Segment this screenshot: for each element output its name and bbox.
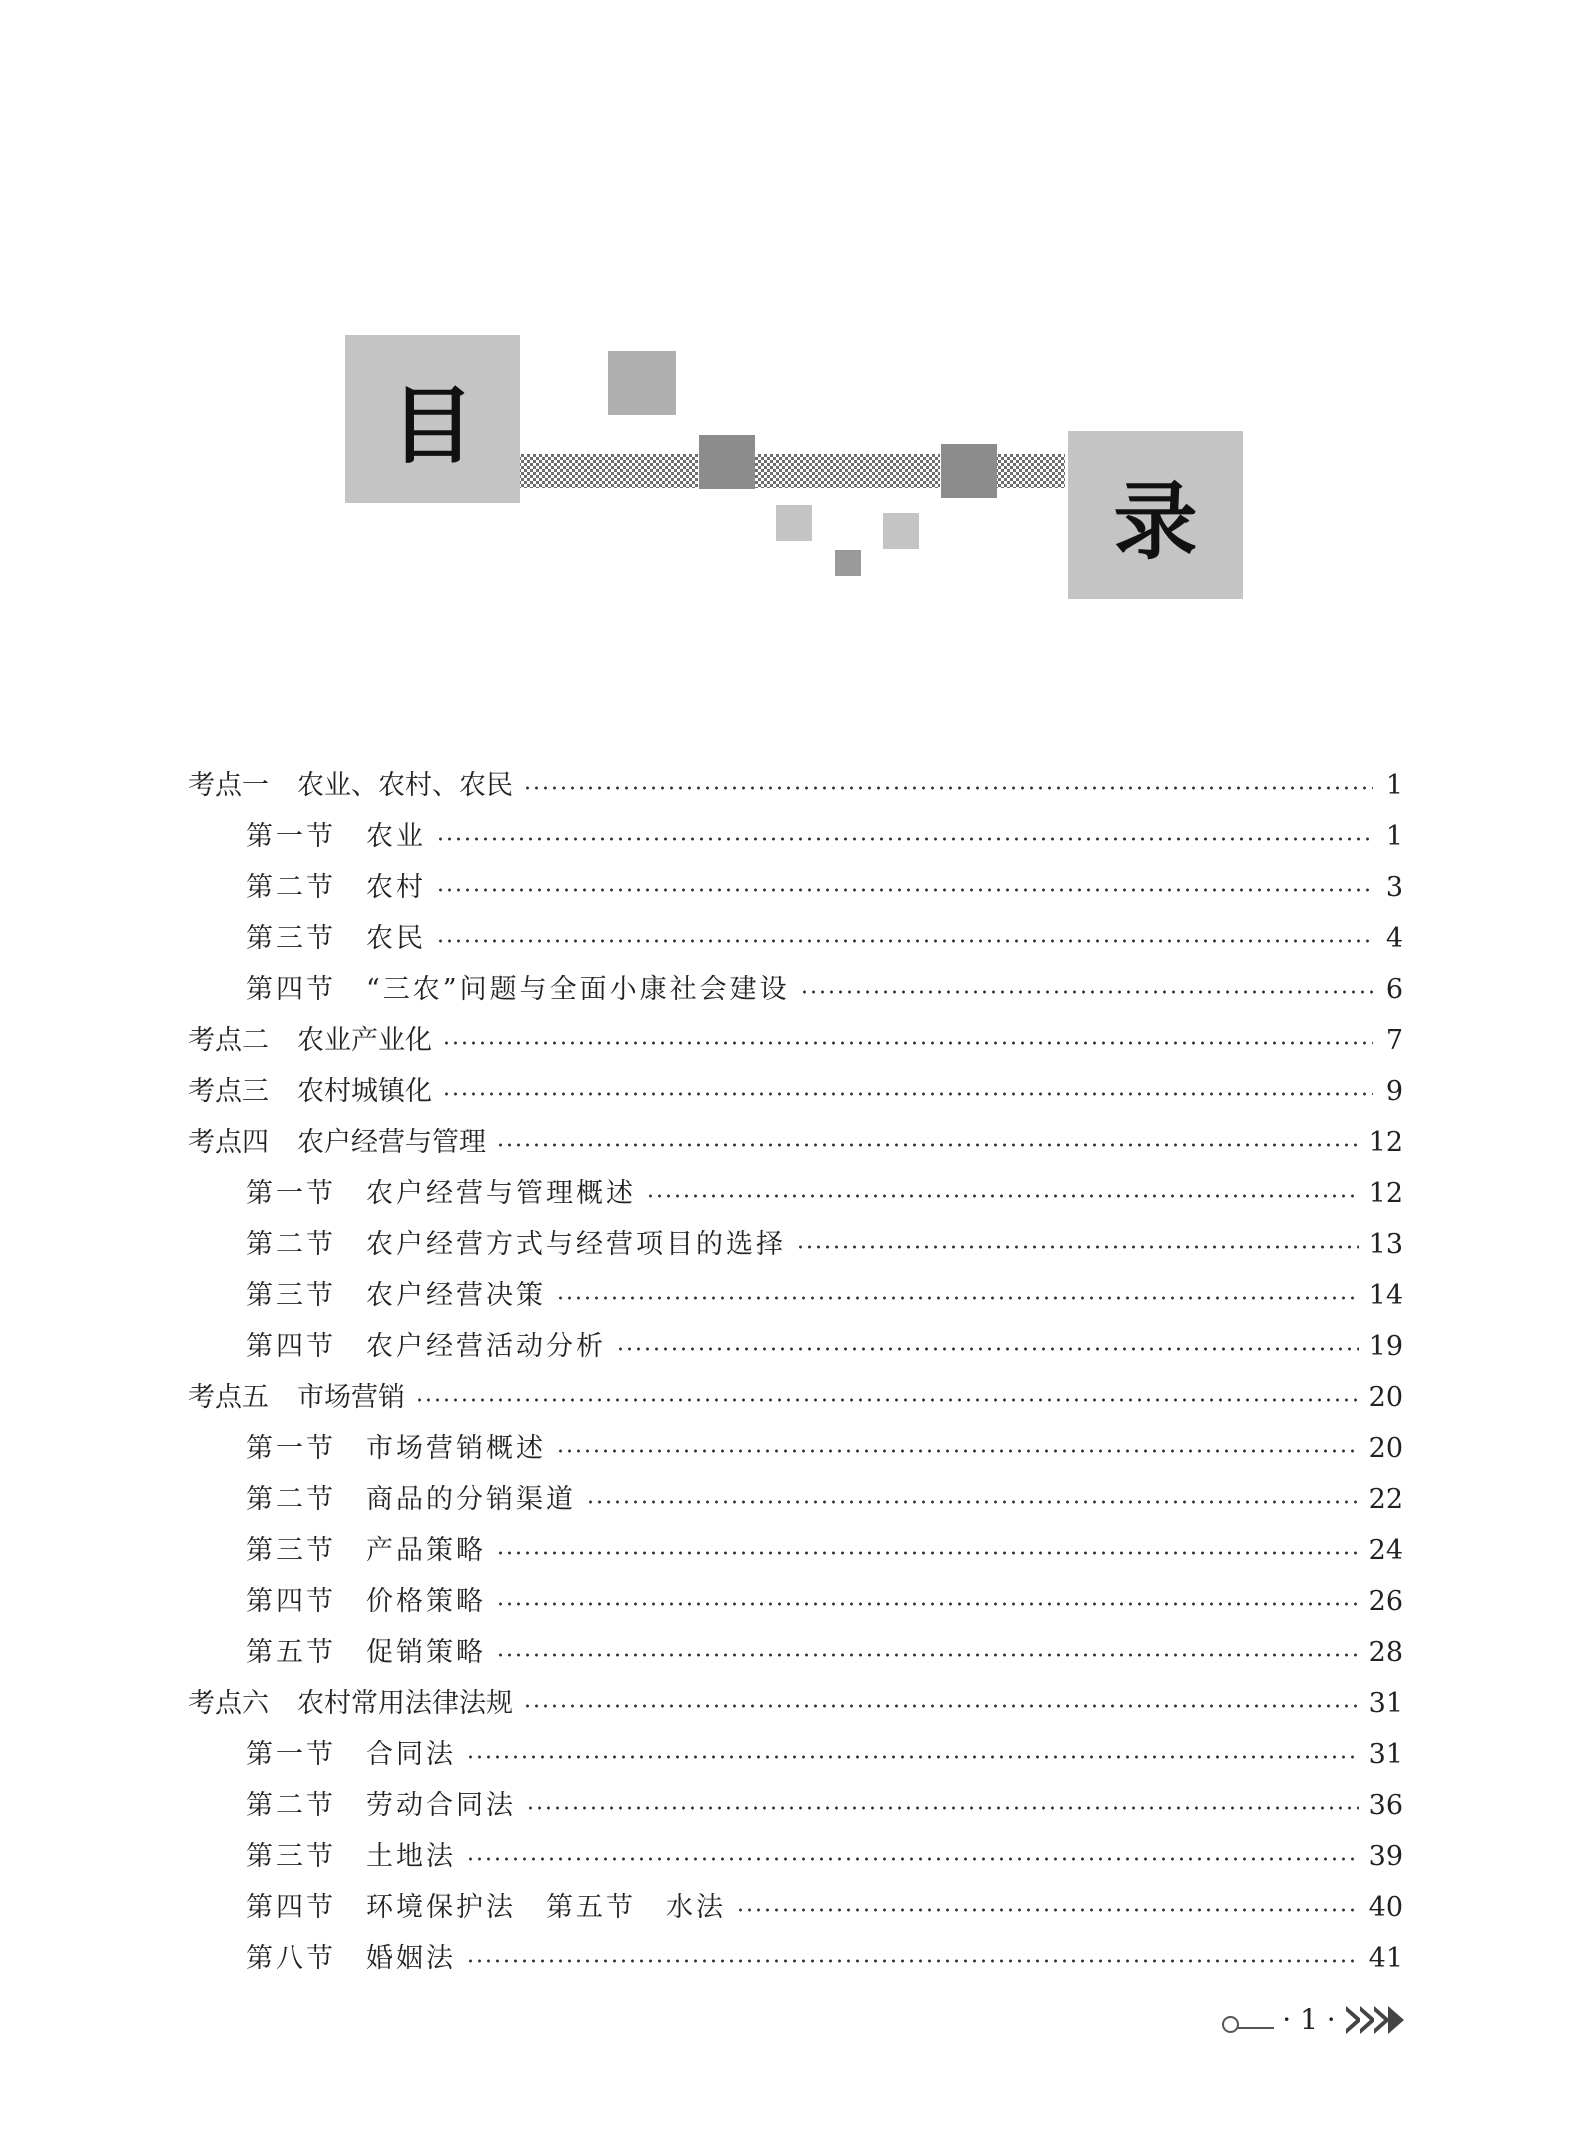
toc-entry-page: 36 [1368,1790,1403,1821]
toc-entry-page: 31 [1368,1739,1403,1770]
toc-entry-label: 第四节 [246,1586,336,1617]
toc-entry-page: 14 [1368,1280,1403,1311]
toc-entry-label: 第一节 [246,1739,336,1770]
toc-entry-page: 20 [1368,1433,1403,1464]
toc-entry-title: 农业产业化 [297,1025,432,1056]
toc-leader-dots [496,1143,1359,1147]
toc-entry-title: 农业、农村、农民 [297,770,513,801]
deco-square-band-1 [699,435,755,489]
toc-entry-title: 产品策略 [366,1535,486,1566]
toc-entry-title: 农村常用法律法规 [297,1688,513,1719]
toc-leader-dots [496,1602,1359,1606]
checker-band-left [518,454,698,488]
toc-entry-title: 环境保护法 第五节 水法 [366,1892,726,1923]
toc-leader-dots [736,1908,1359,1912]
toc-section-14[interactable] [188,1474,1403,1525]
toc-entry-title: 婚姻法 [366,1943,456,1974]
toc-entry-label: 考点一 [188,770,269,801]
toc-leader-dots [442,1041,1373,1045]
toc-section-21[interactable] [188,1831,1403,1882]
toc-leader-dots [466,1959,1359,1963]
toc-entry-title: 促销策略 [366,1637,486,1668]
toc-entry-page: 1 [1385,821,1403,852]
toc-entry-page: 39 [1368,1841,1403,1872]
deco-square-small-1 [776,505,812,541]
toc-section-3[interactable] [188,913,1403,964]
toc-entry-page: 28 [1368,1637,1403,1668]
toc-section-23[interactable] [188,1933,1403,1984]
toc-chapter-7[interactable] [188,1117,1403,1168]
toc-entry-label: 第三节 [246,923,336,954]
toc-entry-label: 第一节 [246,1178,336,1209]
toc-entry-title: 农民 [366,923,426,954]
toc-section-17[interactable] [188,1627,1403,1678]
toc-section-1[interactable] [188,811,1403,862]
toc-section-16[interactable] [188,1576,1403,1627]
table-of-contents [188,760,1403,1984]
toc-entry-label: 第二节 [246,1790,336,1821]
toc-entry-title: 价格策略 [366,1586,486,1617]
toc-leader-dots [496,1551,1359,1555]
title-char-1: 目 [390,376,475,475]
toc-section-15[interactable] [188,1525,1403,1576]
toc-leader-dots [523,786,1373,790]
toc-leader-dots [556,1449,1359,1453]
toc-entry-label: 第三节 [246,1280,336,1311]
toc-entry-label: 第二节 [246,872,336,903]
deco-square-band-2 [941,444,997,498]
toc-leader-dots [526,1806,1359,1810]
title-box-left [345,335,520,503]
toc-leader-dots [496,1653,1359,1657]
toc-leader-dots [466,1755,1359,1759]
toc-chapter-5[interactable] [188,1015,1403,1066]
toc-entry-page: 4 [1385,923,1403,954]
toc-entry-title: 农户经营与管理 [297,1127,486,1158]
toc-entry-page: 13 [1368,1229,1403,1260]
checker-band-right [995,454,1065,488]
toc-section-11[interactable] [188,1321,1403,1372]
toc-leader-dots [556,1296,1359,1300]
toc-header-graphic [0,0,1585,620]
toc-entry-label: 考点二 [188,1025,269,1056]
title-box-right [1068,431,1243,599]
page-footer [1222,2000,1402,2040]
toc-leader-dots [415,1398,1359,1402]
toc-entry-label: 考点四 [188,1127,269,1158]
toc-chapter-0[interactable] [188,760,1403,811]
toc-entry-title: 农村 [366,872,426,903]
toc-section-2[interactable] [188,862,1403,913]
footer-chevrons-icon [1346,2000,1406,2040]
toc-entry-label: 第三节 [246,1841,336,1872]
toc-entry-label: 考点六 [188,1688,269,1719]
toc-entry-label: 第四节 [246,974,336,1005]
toc-section-22[interactable] [188,1882,1403,1933]
toc-entry-label: 第一节 [246,1433,336,1464]
toc-entry-page: 6 [1385,974,1403,1005]
toc-entry-page: 20 [1368,1382,1403,1413]
toc-leader-dots [646,1194,1359,1198]
toc-section-20[interactable] [188,1780,1403,1831]
footer-page-number: · 1 · [1274,2000,1344,2040]
toc-leader-dots [442,1092,1373,1096]
toc-section-8[interactable] [188,1168,1403,1219]
toc-entry-page: 3 [1385,872,1403,903]
deco-square-small-2 [883,513,919,549]
toc-entry-page: 7 [1385,1025,1403,1056]
toc-leader-dots [800,990,1373,994]
toc-entry-title: 合同法 [366,1739,456,1770]
toc-entry-page: 24 [1368,1535,1403,1566]
title-char-2: 录 [1113,472,1198,571]
toc-entry-label: 第一节 [246,821,336,852]
deco-square-small-3 [835,550,861,576]
toc-entry-page: 1 [1385,770,1403,801]
toc-entry-label: 考点三 [188,1076,269,1107]
toc-entry-title: 劳动合同法 [366,1790,516,1821]
toc-leader-dots [796,1245,1359,1249]
toc-leader-dots [436,939,1373,943]
toc-leader-dots [616,1347,1359,1351]
toc-leader-dots [436,837,1373,841]
toc-entry-label: 第四节 [246,1892,336,1923]
toc-entry-page: 19 [1368,1331,1403,1362]
toc-entry-title: 农户经营活动分析 [366,1331,606,1362]
toc-entry-label: 第八节 [246,1943,336,1974]
toc-entry-title: 农户经营决策 [366,1280,546,1311]
toc-entry-title: 农户经营与管理概述 [366,1178,636,1209]
toc-entry-title: 农业 [366,821,426,852]
deco-square-top [608,351,676,415]
toc-entry-page: 26 [1368,1586,1403,1617]
toc-section-10[interactable] [188,1270,1403,1321]
checker-band-middle [755,454,940,488]
toc-entry-page: 31 [1368,1688,1403,1719]
toc-entry-label: 第二节 [246,1229,336,1260]
toc-entry-label: 考点五 [188,1382,269,1413]
toc-entry-title: 农户经营方式与经营项目的选择 [366,1229,786,1260]
toc-chapter-6[interactable] [188,1066,1403,1117]
toc-section-9[interactable] [188,1219,1403,1270]
toc-chapter-12[interactable] [188,1372,1403,1423]
toc-entry-page: 9 [1385,1076,1403,1107]
toc-entry-page: 40 [1368,1892,1403,1923]
toc-chapter-18[interactable] [188,1678,1403,1729]
toc-entry-label: 第四节 [246,1331,336,1362]
toc-entry-title: 农村城镇化 [297,1076,432,1107]
toc-section-13[interactable] [188,1423,1403,1474]
footer-circle-icon [1222,2016,1239,2033]
toc-entry-page: 41 [1368,1943,1403,1974]
toc-entry-title: 土地法 [366,1841,456,1872]
toc-entry-title: 商品的分销渠道 [366,1484,576,1515]
toc-entry-label: 第五节 [246,1637,336,1668]
toc-section-19[interactable] [188,1729,1403,1780]
toc-entry-page: 12 [1368,1127,1403,1158]
toc-entry-title: “三农”问题与全面小康社会建设 [366,974,790,1005]
toc-entry-page: 22 [1368,1484,1403,1515]
toc-leader-dots [523,1704,1359,1708]
toc-leader-dots [436,888,1373,892]
toc-leader-dots [466,1857,1359,1861]
toc-entry-label: 第二节 [246,1484,336,1515]
toc-entry-label: 第三节 [246,1535,336,1566]
toc-entry-title: 市场营销概述 [366,1433,546,1464]
toc-entry-page: 12 [1368,1178,1403,1209]
toc-entry-title: 市场营销 [297,1382,405,1413]
toc-leader-dots [586,1500,1359,1504]
toc-section-4[interactable] [188,964,1403,1015]
